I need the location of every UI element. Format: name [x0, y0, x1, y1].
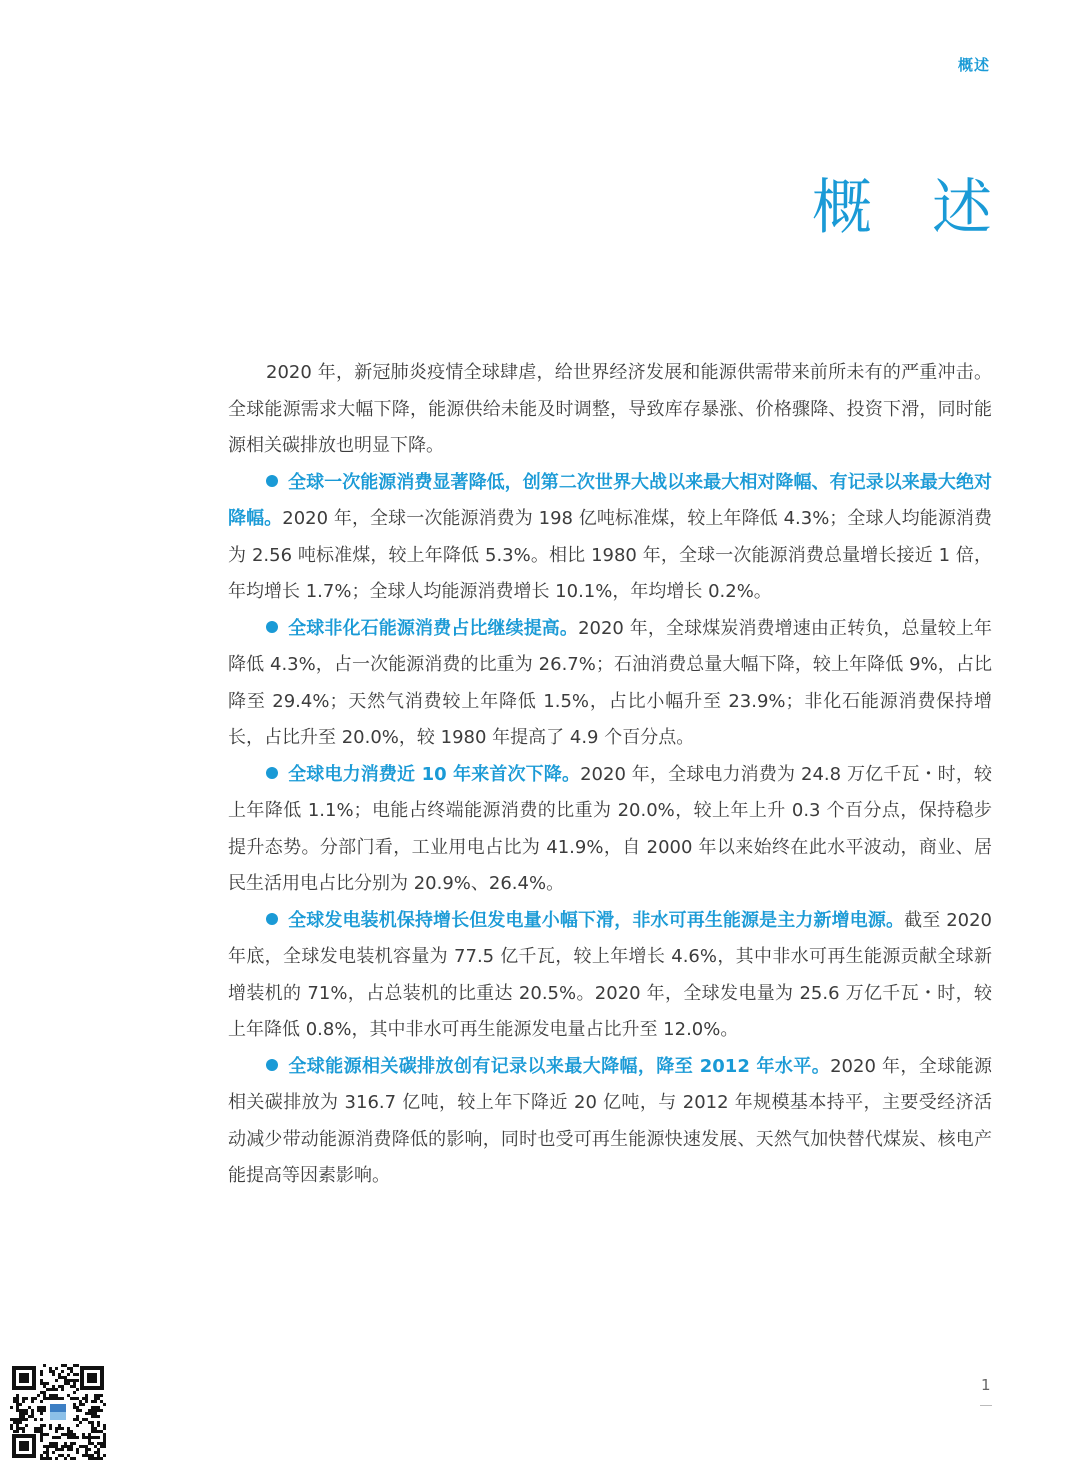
summary-point-body: 2020 年，全球电力消费为 24.8 万亿千瓦・时，较上年降低 1.1%；电能占终端能源消费的比重为 20.0%，较上年上升 0.3 个百分点，保持稳步提升态势。分部门看，工业用电占比为 41.9%，自 2000 年以来始终在此水平波动，商业、居民生活用电占比分别为 20.9%、26.4%。 — [228, 763, 992, 894]
summary-point-heading: 全球电力消费近 10 年来首次下降。 — [288, 763, 581, 785]
bullet-dot-icon — [266, 475, 278, 487]
running-header: 概述 — [957, 56, 990, 74]
summary-point-body: 2020 年，全球煤炭消费增速由正转负，总量较上年降低 4.3%，占一次能源消费的比重为 26.7%；石油消费总量大幅下降，较上年降低 9%，占比降至 29.4%；天然气消费较上年降低 1.5%，占比小幅升至 23.9%；非化石能源消费保持增长，占比升至 20.0%，较 1980 年提高了 4.9 个百分点。 — [228, 617, 993, 748]
summary-point-2 — [228, 611, 992, 757]
page-number-rule — [980, 1405, 992, 1406]
intro-paragraph: 2020 年，新冠肺炎疫情全球肆虐，给世界经济发展和能源供需带来前所未有的严重冲击。全球能源需求大幅下降，能源供给未能及时调整，导致库存暴涨、价格骤降、投资下滑，同时能源相关碳排放也明显下降。 — [228, 362, 992, 456]
summary-point-body: 截至 2020 年底，全球发电装机容量为 77.5 亿千瓦，较上年增长 4.6%，其中非水可再生能源贡献全球新增装机的 71%，占总装机的比重达 20.5%。2020 年，全球发电量为 25.6 万亿千瓦・时，较上年降低 0.8%，其中非水可再生能源发电量占比升至 12.0%。 — [228, 909, 993, 1040]
bullet-dot-icon — [266, 621, 278, 633]
bullet-dot-icon — [266, 767, 278, 779]
summary-point-heading: 全球一次能源消费显著降低，创第二次世界大战以来最大相对降幅、有记录以来最大绝对降幅。 — [228, 471, 992, 529]
main-content — [228, 355, 992, 1195]
bullet-dot-icon — [266, 1059, 278, 1071]
summary-point-heading: 全球发电装机保持增长但发电量小幅下滑，非水可再生能源是主力新增电源。 — [288, 909, 905, 931]
page-number: 1 — [981, 1376, 991, 1394]
summary-point-5 — [228, 1049, 992, 1195]
summary-point-1 — [228, 465, 992, 611]
summary-point-body: 2020 年，全球一次能源消费为 198 亿吨标准煤，较上年降低 4.3%；全球人均能源消费为 2.56 吨标准煤，较上年降低 5.3%。相比 1980 年，全球一次能源消费总量增长接近 1 倍，年均增长 1.7%；全球人均能源消费增长 10.1%，年均增长 0.2%。 — [228, 508, 993, 602]
summary-point-3 — [228, 757, 992, 903]
qr-code-icon — [10, 1364, 106, 1460]
page-title: 概述 — [812, 173, 1052, 244]
bullet-dot-icon — [266, 913, 278, 925]
summary-point-body: 2020 年，全球能源相关碳排放为 316.7 亿吨，较上年下降近 20 亿吨，与 2012 年规模基本持平，主要受经济活动减少带动能源消费降低的影响，同时也受可再生能源快速发展、天然气加快替代煤炭、核电产能提高等因素影响。 — [228, 1055, 992, 1186]
summary-point-4 — [228, 903, 992, 1049]
summary-point-heading: 全球能源相关碳排放创有记录以来最大降幅，降至 2012 年水平。 — [288, 1055, 831, 1077]
summary-point-heading: 全球非化石能源消费占比继续提高。 — [288, 617, 579, 639]
